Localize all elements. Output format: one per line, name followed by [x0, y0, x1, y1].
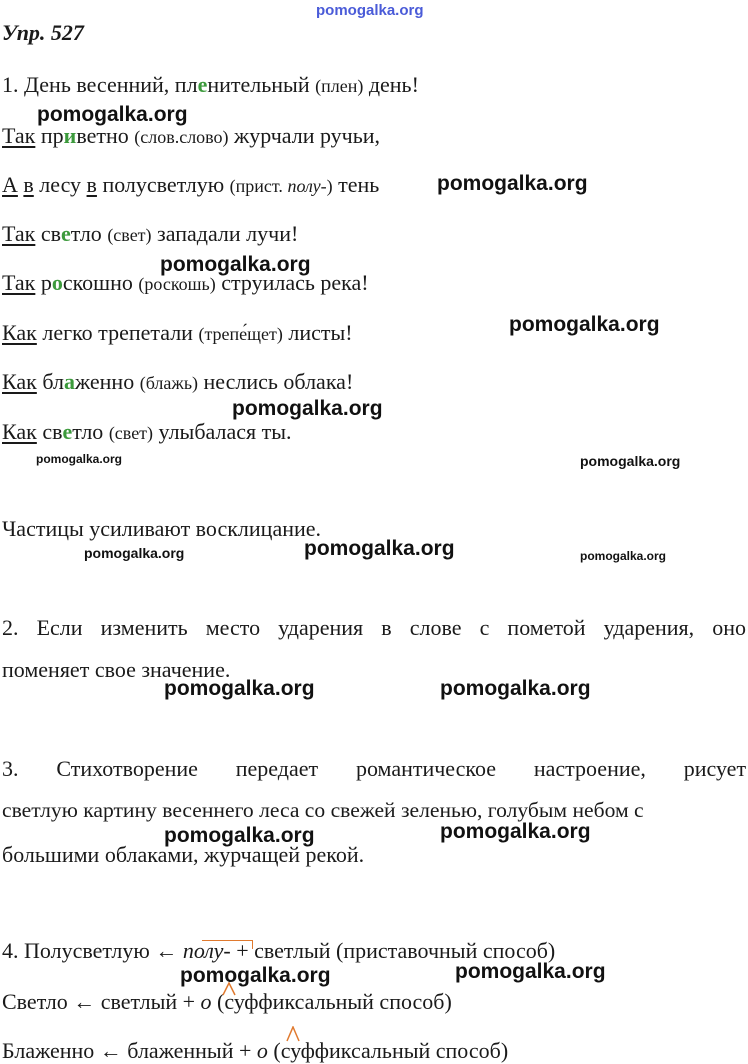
exercise-title: Упр. 527	[2, 20, 84, 45]
suffix-marker	[286, 1026, 300, 1042]
morph-line-1: 4. Полусветлую ← полу- + светлый (приставочный способ)	[2, 938, 556, 963]
poem-line-7: Как блаженно (блажь) неслись облака!	[2, 369, 354, 394]
watermark[interactable]: pomogalka.org	[580, 549, 667, 563]
watermark[interactable]: pomogalka.org	[580, 453, 681, 469]
watermark[interactable]: pomogalka.org	[232, 397, 383, 420]
particles-note: Частицы усиливают восклицание.	[2, 516, 322, 541]
watermark[interactable]: pomogalka.org	[164, 677, 315, 700]
watermark[interactable]: pomogalka.org	[164, 824, 315, 847]
paragraph-3-line-1: 3. Стихотворение передает романтическое настроение, рисует	[2, 756, 747, 781]
poem-line-8: Как светло (свет) улыбалася ты.	[2, 419, 292, 444]
poem-line-4: Так светло (свет) западали лучи!	[2, 221, 299, 246]
poem-line-6: Как легко трепетали (трепе́щет) листы!	[2, 320, 353, 345]
watermark[interactable]: pomogalka.org	[437, 172, 588, 195]
watermark[interactable]: pomogalka.org	[160, 253, 311, 276]
watermark[interactable]: pomogalka.org	[509, 313, 660, 336]
watermark[interactable]: pomogalka.org	[37, 103, 188, 126]
morph-line-2: Светло ← светлый + о (суффиксальный способ)	[2, 989, 452, 1014]
watermark[interactable]: pomogalka.org	[304, 537, 455, 560]
watermark[interactable]: pomogalka.org	[440, 677, 591, 700]
paragraph-2-line-1: 2. Если изменить место ударения в слове с пометой ударения, оно	[2, 615, 747, 640]
watermark[interactable]: pomogalka.org	[180, 964, 331, 987]
poem-line-5: Так роскошно (роскошь) струилась река!	[2, 270, 369, 295]
paragraph-3-line-2: светлую картину весеннего леса со свежей зеленью, голубым небом с	[2, 798, 644, 822]
prefix-marker	[202, 940, 253, 949]
watermark[interactable]: pomogalka.org	[36, 452, 123, 466]
watermark-top[interactable]: pomogalka.org	[316, 2, 424, 19]
morph-line-3: Блаженно ← блаженный + о (суффиксальный способ)	[2, 1038, 509, 1063]
poem-line-2: Так приветно (слов.слово) журчали ручьи,	[2, 123, 381, 148]
watermark[interactable]: pomogalka.org	[440, 820, 591, 843]
paragraph-3-line-3: большими облаками, журчащей рекой.	[2, 842, 365, 867]
poem-line-1: 1. День весенний, пленительный (плен) день!	[2, 72, 419, 97]
paragraph-2-line-2: поменяет свое значение.	[2, 657, 231, 682]
watermark[interactable]: pomogalka.org	[84, 545, 185, 561]
poem-line-3: А в лесу в полусветлую (прист. полу-) тень	[2, 172, 380, 197]
watermark[interactable]: pomogalka.org	[455, 960, 606, 983]
